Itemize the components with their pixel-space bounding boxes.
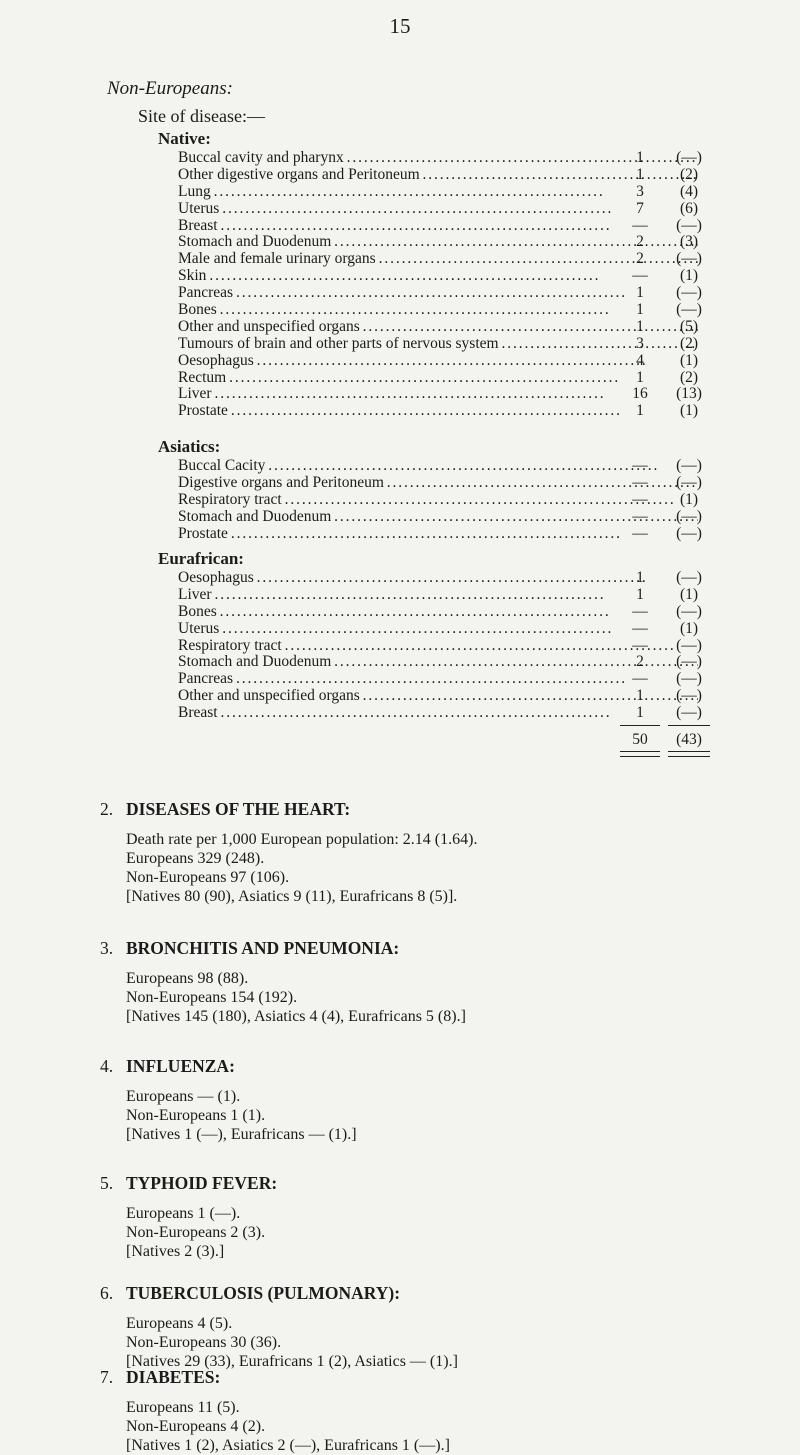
table-row [158, 587, 718, 604]
previous-year-count: (2) [679, 165, 699, 183]
table-row [158, 184, 718, 201]
case-count: 3 [636, 182, 644, 200]
disease-lines [126, 1087, 740, 1144]
disease-line: Non-Europeans 4 (2). [126, 1418, 266, 1435]
case-count: 16 [632, 385, 648, 403]
disease-heart [100, 796, 740, 906]
total-prev: (43) [676, 731, 702, 748]
disease-line: [Natives 80 (90), Asiatics 9 (11), Eurafricans 8 (5)]. [126, 888, 458, 905]
site-name: Breast . . . [178, 218, 698, 235]
case-count: — [632, 457, 648, 474]
previous-year-count: (3) [679, 233, 699, 251]
table-row [158, 251, 718, 268]
table-row [158, 167, 718, 184]
previous-year-count: (13) [676, 385, 702, 403]
disease-line: [Natives 1 (—), Eurafricans — (1).] [126, 1126, 357, 1143]
case-count: — [632, 216, 648, 234]
previous-year-count: (4) [679, 182, 699, 200]
total-double-rule-prev [668, 751, 710, 757]
table-row [158, 475, 718, 492]
disease-line: Europeans 4 (5). [126, 1315, 233, 1332]
section-heading: Non-Europeans: [107, 78, 233, 99]
site-name: Skin . . . [178, 268, 698, 285]
native-rows [158, 150, 718, 420]
previous-year-count: (—) [676, 473, 702, 491]
case-count: — [632, 602, 648, 620]
previous-year-count: (—) [676, 687, 702, 705]
site-name: Prostate . . . [178, 526, 698, 543]
site-name: Stomach and Duodenum . . . [178, 509, 698, 526]
table-row [158, 570, 718, 587]
case-count: 1 [636, 687, 644, 705]
disease-lines [126, 1204, 740, 1261]
previous-year-count: (2) [679, 368, 699, 386]
disease-line: Non-Europeans 2 (3). [126, 1224, 266, 1241]
total-double-rule-count [620, 751, 660, 757]
site-name: Other digestive organs and Peritoneum . . . [178, 167, 698, 184]
case-count: — [632, 619, 648, 637]
table-row [158, 201, 718, 218]
previous-year-count: (1) [679, 267, 699, 285]
site-name: Other and unspecified organs . . . [178, 688, 698, 705]
disease-influenza [100, 1053, 740, 1144]
case-count: 1 [636, 569, 644, 586]
disease-number: 7. [100, 1367, 114, 1387]
table-row [158, 688, 718, 705]
site-name: Liver . . . [178, 587, 698, 604]
table-row [158, 319, 718, 336]
case-count: 1 [636, 402, 644, 420]
table-row [158, 302, 718, 319]
site-name: Respiratory tract . . . [178, 492, 698, 509]
disease-title: TUBERCULOSIS (PULMONARY): [126, 1283, 401, 1303]
case-count: 2 [636, 233, 644, 251]
disease-title: BRONCHITIS AND PNEUMONIA: [126, 938, 400, 958]
disease-line: [Natives 145 (180), Asiatics 4 (4), Eurafricans 5 (8).] [126, 1008, 466, 1025]
site-name: Bones . . . [178, 604, 698, 621]
previous-year-count: (1) [679, 402, 699, 420]
group-title: Native: [158, 129, 211, 148]
site-name: Buccal cavity and pharynx . . . [178, 150, 698, 167]
site-name: Digestive organs and Peritoneum . . . [178, 475, 698, 492]
case-count: — [632, 636, 648, 654]
site-name: Uterus . . . [178, 621, 698, 638]
disease-line: [Natives 2 (3).] [126, 1243, 225, 1260]
previous-year-count: (1) [679, 585, 699, 603]
disease-line: [Natives 29 (33), Eurafricans 1 (2), Asiatics — (1).] [126, 1353, 458, 1370]
previous-year-count: (—) [676, 301, 702, 319]
site-name: Buccal Cacity . . . [178, 458, 698, 475]
case-count: 1 [636, 284, 644, 302]
previous-year-count: (—) [676, 636, 702, 654]
table-row [158, 621, 718, 638]
previous-year-count: (1) [679, 351, 699, 369]
table-row [158, 509, 718, 526]
site-name: Tumours of brain and other parts of nervous system . . . [178, 336, 698, 353]
table-row [158, 353, 718, 370]
case-count: 3 [636, 334, 644, 352]
case-count: — [632, 524, 648, 542]
disease-number: 3. [100, 938, 114, 958]
disease-number: 4. [100, 1056, 114, 1076]
disease-line: Europeans 98 (88). [126, 970, 249, 987]
previous-year-count: (—) [676, 284, 702, 302]
previous-year-count: (—) [676, 524, 702, 542]
previous-year-count: (6) [679, 199, 699, 217]
asiatics-group [158, 436, 718, 542]
table-row [158, 492, 718, 509]
disease-line: Non-Europeans 1 (1). [126, 1107, 266, 1124]
site-name: Rectum . . . [178, 370, 698, 387]
previous-year-count: (—) [676, 670, 702, 688]
disease-line: Non-Europeans 154 (192). [126, 989, 298, 1006]
group-title: Asiatics: [158, 437, 221, 456]
page-number: 15 [389, 14, 411, 38]
table-row [158, 654, 718, 671]
case-count: — [632, 473, 648, 491]
previous-year-count: (—) [676, 250, 702, 268]
disease-typhoid [100, 1170, 740, 1261]
case-count: — [632, 490, 648, 508]
site-name: Prostate . . . [178, 403, 698, 420]
case-count: 1 [636, 301, 644, 319]
site-name: Liver . . . [178, 386, 698, 403]
disease-line: Europeans 1 (—). [126, 1205, 241, 1222]
disease-diabetes [100, 1364, 740, 1455]
previous-year-count: (—) [676, 569, 702, 586]
site-name: Bones . . . [178, 302, 698, 319]
case-count: 7 [636, 199, 644, 217]
site-name: Male and female urinary organs . . . [178, 251, 698, 268]
disease-title: TYPHOID FEVER: [126, 1173, 278, 1193]
case-count: 1 [636, 317, 644, 335]
table-row [158, 234, 718, 251]
disease-line: [Natives 1 (2), Asiatics 2 (—), Eurafricans 1 (—).] [126, 1437, 450, 1454]
table-row [158, 638, 718, 655]
site-of-disease-label: Site of disease:— [138, 106, 265, 126]
native-group [158, 128, 718, 420]
previous-year-count: (1) [679, 619, 699, 637]
disease-tuberculosis [100, 1280, 740, 1371]
total-rule-count [620, 725, 660, 726]
case-count: — [632, 267, 648, 285]
disease-title: DIABETES: [126, 1367, 221, 1387]
case-count: — [632, 670, 648, 688]
disease-lines [126, 1398, 740, 1455]
disease-number: 6. [100, 1283, 114, 1303]
disease-line: Europeans — (1). [126, 1088, 241, 1105]
disease-line: Europeans 329 (248). [126, 850, 265, 867]
table-row [158, 705, 718, 722]
table-row [158, 458, 718, 475]
previous-year-count: (2) [679, 334, 699, 352]
disease-line: Non-Europeans 30 (36). [126, 1334, 282, 1351]
previous-year-count: (—) [676, 507, 702, 525]
table-row [158, 285, 718, 302]
previous-year-count: (—) [676, 653, 702, 671]
previous-year-count: (1) [679, 490, 699, 508]
case-count: 2 [636, 653, 644, 671]
table-row [158, 150, 718, 167]
site-name: Pancreas . . . [178, 285, 698, 302]
previous-year-count: (—) [676, 149, 702, 166]
eurafrican-rows [158, 570, 718, 722]
table-row [158, 370, 718, 387]
eurafrican-group [158, 548, 718, 722]
previous-year-count: (—) [676, 704, 702, 722]
total-rule-prev [668, 725, 710, 726]
case-count: 2 [636, 250, 644, 268]
case-count: 1 [636, 704, 644, 722]
disease-line: Europeans 11 (5). [126, 1399, 240, 1416]
table-row [158, 336, 718, 353]
site-name: Lung . . . [178, 184, 698, 201]
disease-lines [126, 969, 740, 1026]
previous-year-count: (—) [676, 457, 702, 474]
table-row [158, 526, 718, 543]
case-count: 1 [636, 368, 644, 386]
site-name: Other and unspecified organs . . . [178, 319, 698, 336]
case-count: 1 [636, 585, 644, 603]
case-count: 1 [636, 149, 644, 166]
group-title: Eurafrican: [158, 549, 244, 568]
disease-number: 2. [100, 799, 114, 819]
site-name: Oesophagus . . . [178, 570, 698, 587]
table-row [158, 403, 718, 420]
disease-bronchitis [100, 935, 740, 1026]
previous-year-count: (—) [676, 602, 702, 620]
disease-title: DISEASES OF THE HEART: [126, 799, 351, 819]
table-row [158, 604, 718, 621]
site-name: Breast . . . [178, 705, 698, 722]
table-row [158, 268, 718, 285]
previous-year-count: (5) [679, 317, 699, 335]
disease-lines [126, 830, 740, 906]
case-count: 1 [636, 165, 644, 183]
site-name: Respiratory tract . . . [178, 638, 698, 655]
site-name: Oesophagus . . . [178, 353, 698, 370]
case-count: 4 [636, 351, 644, 369]
site-name: Uterus . . . [178, 201, 698, 218]
table-row [158, 218, 718, 235]
disease-number: 5. [100, 1173, 114, 1193]
asiatics-rows [158, 458, 718, 542]
table-row [158, 671, 718, 688]
disease-title: INFLUENZA: [126, 1056, 235, 1076]
table-row [158, 386, 718, 403]
disease-line: Death rate per 1,000 European population: 2.14 (1.64). [126, 831, 478, 848]
previous-year-count: (—) [676, 216, 702, 234]
site-name: Pancreas . . . [178, 671, 698, 688]
disease-lines [126, 1314, 740, 1371]
disease-line: Non-Europeans 97 (106). [126, 869, 290, 886]
total-count: 50 [632, 731, 648, 748]
site-name: Stomach and Duodenum . . . [178, 654, 698, 671]
case-count: — [632, 507, 648, 525]
site-name: Stomach and Duodenum . . . [178, 234, 698, 251]
